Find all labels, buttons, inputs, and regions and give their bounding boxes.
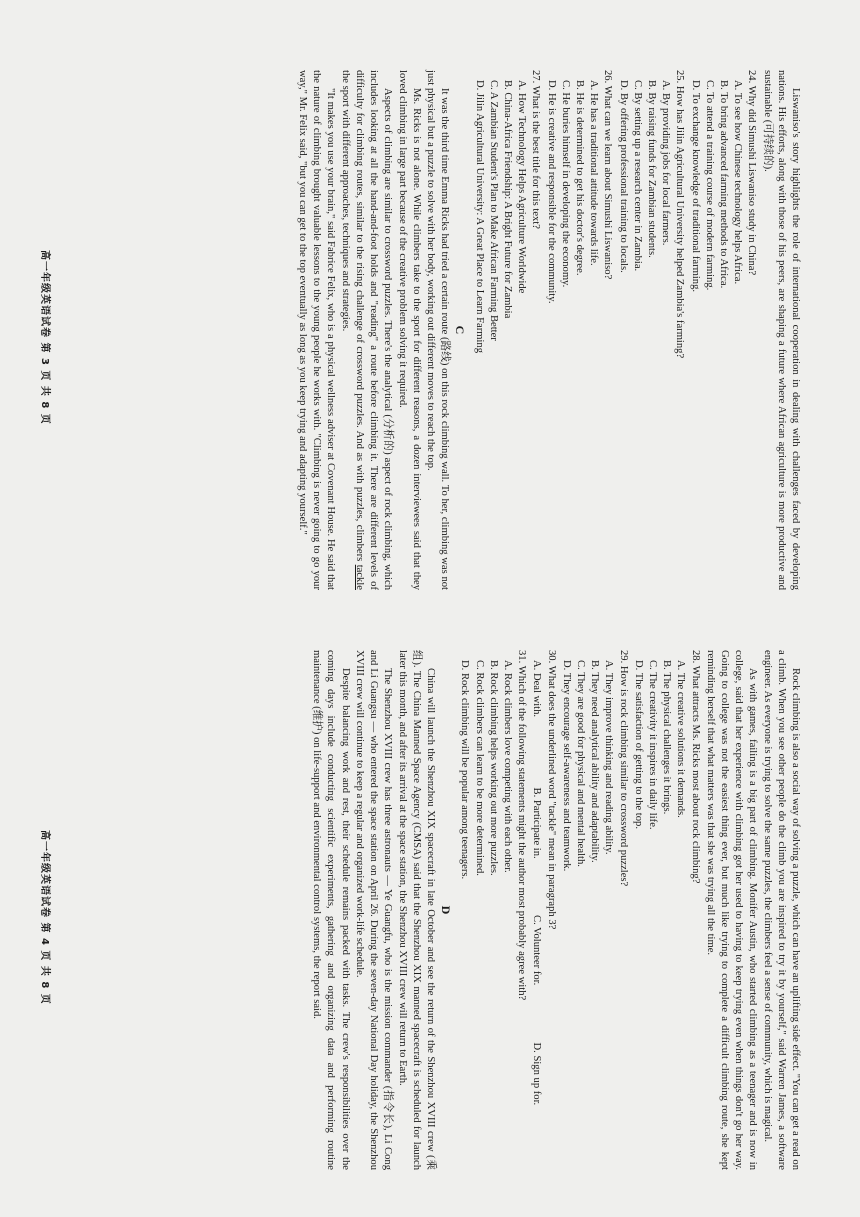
option-b: B. China-Africa Friendship: A Bright Future for Zambia <box>501 80 513 319</box>
page-footer-left: 高一年级英语试卷 第 3 页 共 8 页 <box>39 250 50 425</box>
question-30 <box>529 650 557 1170</box>
question-stem: 26. What can we learn about Simushi Liswaniso? <box>602 70 614 280</box>
option-a: A. Rock climbers love competing with each other. <box>501 660 513 873</box>
question-24 <box>687 70 758 590</box>
options-row <box>529 660 543 1170</box>
passage-c-paragraph-5: Rock climbing is also a social way of solving a puzzle, which can have an uplifting side effect. "You can get a read on a climb. When you see other people do the climb you are inspired to try it by yourself," said Warren James, a software engineer. As everyone is trying to solve the same puzzles, the climbers feel a sense of community, which is magical. <box>761 650 801 1170</box>
option-b: B. Rock climbing helps working out more puzzles. <box>487 660 499 876</box>
option-c: C. A Zambian Student's Plan to Make African Farming Better <box>487 80 499 341</box>
passage-d-paragraph-1: China will launch the Shenzhou XIX spacecraft in late October and see the return of the Shenzhou XVIII crew (乘组). The China Manned Space Agency (CMSA) said that the Shenzhou XIX manned spacecraft is scheduled for launch later this month, and after its arrival at the space station, the Shenzhou XVIII crew will return to Earth. <box>396 650 436 1170</box>
option-d: D. Jilin Agricultural University: A Great Place to Learn Farming <box>473 80 485 354</box>
passage-c-paragraph-3 <box>338 70 395 590</box>
option-a: A. By providing jobs for local farmers. <box>660 80 672 246</box>
option-c: C. They are good for physical and mental health. <box>574 660 586 867</box>
paragraph-3-text-after: the sport with different approaches, techniques and strategies. <box>339 70 351 332</box>
right-column <box>309 650 802 1170</box>
page-footer-right: 高一年级英语试卷 第 4 页 共 8 页 <box>39 830 50 1005</box>
option-c: C. The creativity it inspires in daily life. <box>646 660 658 830</box>
question-26 <box>543 70 614 590</box>
left-column <box>295 70 802 590</box>
option-c: C. Rock climbers can learn to be more determined. <box>473 660 485 876</box>
option-b: B. The physical challenges it brings. <box>661 660 673 815</box>
question-stem: 24. Why did Simushi Liswaniso study in China? <box>746 70 758 276</box>
passage-c-paragraph-1: It was the third time Emma Ricks had tried a certain route (路线) on this rock climbing wall. To her, climbing was not just physical but a puzzle to solve with her body, working out different moves to reach the top. <box>424 70 451 590</box>
paragraph-3-text-before: Aspects of climbing are similar to crossword puzzles. There's the analytical (分析的) aspect of rock climbing, which includes looking at all the hand-and-foot holds and "reading" a route before climbing it. There are different levels of difficulty for climbing routes, similar to the rising challenge of crossword puzzles. And as with puzzles, climbers <box>353 70 394 590</box>
question-29 <box>559 650 630 1170</box>
option-d: D. The satisfaction of getting to the top. <box>632 660 644 829</box>
question-28 <box>631 650 702 1170</box>
passage-c-paragraph-6: As with games, failing is a big part of climbing. Monifer Austin, who started climbing as a teenager and is now in college, said that her experience with climbing got her used to having to keep trying even when things don't go her way. Going to college was not the easiest thing ever, but much like trying to complete a difficult climbing route, she kept reminding herself that what matters was that she was trying all the time. <box>704 650 759 1170</box>
question-31 <box>457 650 528 1170</box>
option-b: B. Participate in. <box>531 787 543 859</box>
option-a: A. Deal with. <box>531 660 543 718</box>
question-stem: 30. What does the underlined word "tackle" mean in paragraph 3? <box>545 650 557 930</box>
question-25 <box>615 70 686 590</box>
option-c: C. By setting up a research center in Zambia. <box>631 80 643 272</box>
option-d: D. They encourage self-awareness and teamwork. <box>560 660 572 872</box>
question-stem: 25. How has Jilin Agricultural University helped Zambia's farming? <box>674 70 686 359</box>
option-d: D. To exchange knowledge of traditional farming. <box>689 80 701 293</box>
passage-c-paragraph-2: Ms. Ricks is not alone. While climbers take to the sport for different reasons, a dozen interviewees said that they loved climbing in large part because of the creative problem solving it required. <box>396 70 422 590</box>
option-a: A. To see how Chinese technology helps Africa. <box>732 80 744 285</box>
option-c: C. To attend a training course of modern farming. <box>703 80 715 291</box>
option-d: D. Sign up for. <box>531 1042 543 1106</box>
option-c: C. He buries himself in developing the economy. <box>559 80 571 288</box>
underlined-word-tackle: tackle <box>353 564 365 590</box>
option-a: A. How Technology Helps Agriculture Worldwide <box>516 80 528 294</box>
question-stem: 28. What attracts Ms. Ricks most about rock climbing? <box>689 650 701 884</box>
section-c-heading: C <box>453 325 468 335</box>
question-stem: 31. Which of the following statements might the author most probably agree with? <box>516 650 528 1001</box>
option-b: B. He is determined to get his doctor's degree. <box>573 80 585 276</box>
passage-d-paragraph-3: Despite balancing work and rest, their schedule remains packed with tasks. The crew's responsibilities over the coming days include conducting scientific experiments, gathering and organizing data and performing routine maintenance (维护) on life-support and environmental control systems, the report said. <box>311 650 351 1170</box>
option-a: A. He has a traditional attitude towards life. <box>588 80 600 266</box>
option-b: B. They need analytical ability and adaptability. <box>589 660 601 863</box>
option-d: D. By offering professional training to locals. <box>617 80 629 273</box>
option-d: D. He is creative and responsible for the community. <box>545 80 557 304</box>
option-b: B. By raising funds for Zambian students. <box>645 80 657 258</box>
question-stem: 27. What is the best title for this text? <box>530 70 542 229</box>
option-c: C. Volunteer for. <box>531 915 543 986</box>
section-d-heading: D <box>439 905 454 915</box>
question-stem: 29. How is rock climbing similar to crossword puzzles? <box>617 650 629 887</box>
passage-b-closing-paragraph: Liswaniso's story highlights the role of international cooperation in dealing with challenges faced by developing nations. His efforts, along with those of his peers, are shaping a future where African agriculture is more productive and sustainable (可持续的). <box>761 70 801 590</box>
option-d: D. Rock climbing will be popular among teenagers. <box>459 660 471 880</box>
question-27 <box>471 70 542 590</box>
option-b: B. To bring advanced farming methods to Africa. <box>717 80 729 289</box>
passage-c-paragraph-4: "It makes you use your brain," said Fabrice Felix, who is a physical wellness adviser at Covenant House. He said that the nature of climbing brought valuable lessons to the young people he works with. "Climbing is never going to go your way," Mr. Felix said, "but you can get to the top eventually as long as you keep trying and adapting yourself." <box>297 70 337 590</box>
option-a: A. They improve thinking and reading ability. <box>603 660 615 855</box>
option-a: A. The creative solutions it demands. <box>675 660 687 818</box>
passage-d-paragraph-2: The Shenzhou XVIII crew has three astronauts — Ye Guangfu, who is the mission commander (指令长), Li Cong and Li Guangsu — who entered the space station on April 26. During the seven-day National Day holiday, the Shenzhou XVIII crew will continue to keep a regular and organized work-life schedule. <box>353 650 394 1170</box>
